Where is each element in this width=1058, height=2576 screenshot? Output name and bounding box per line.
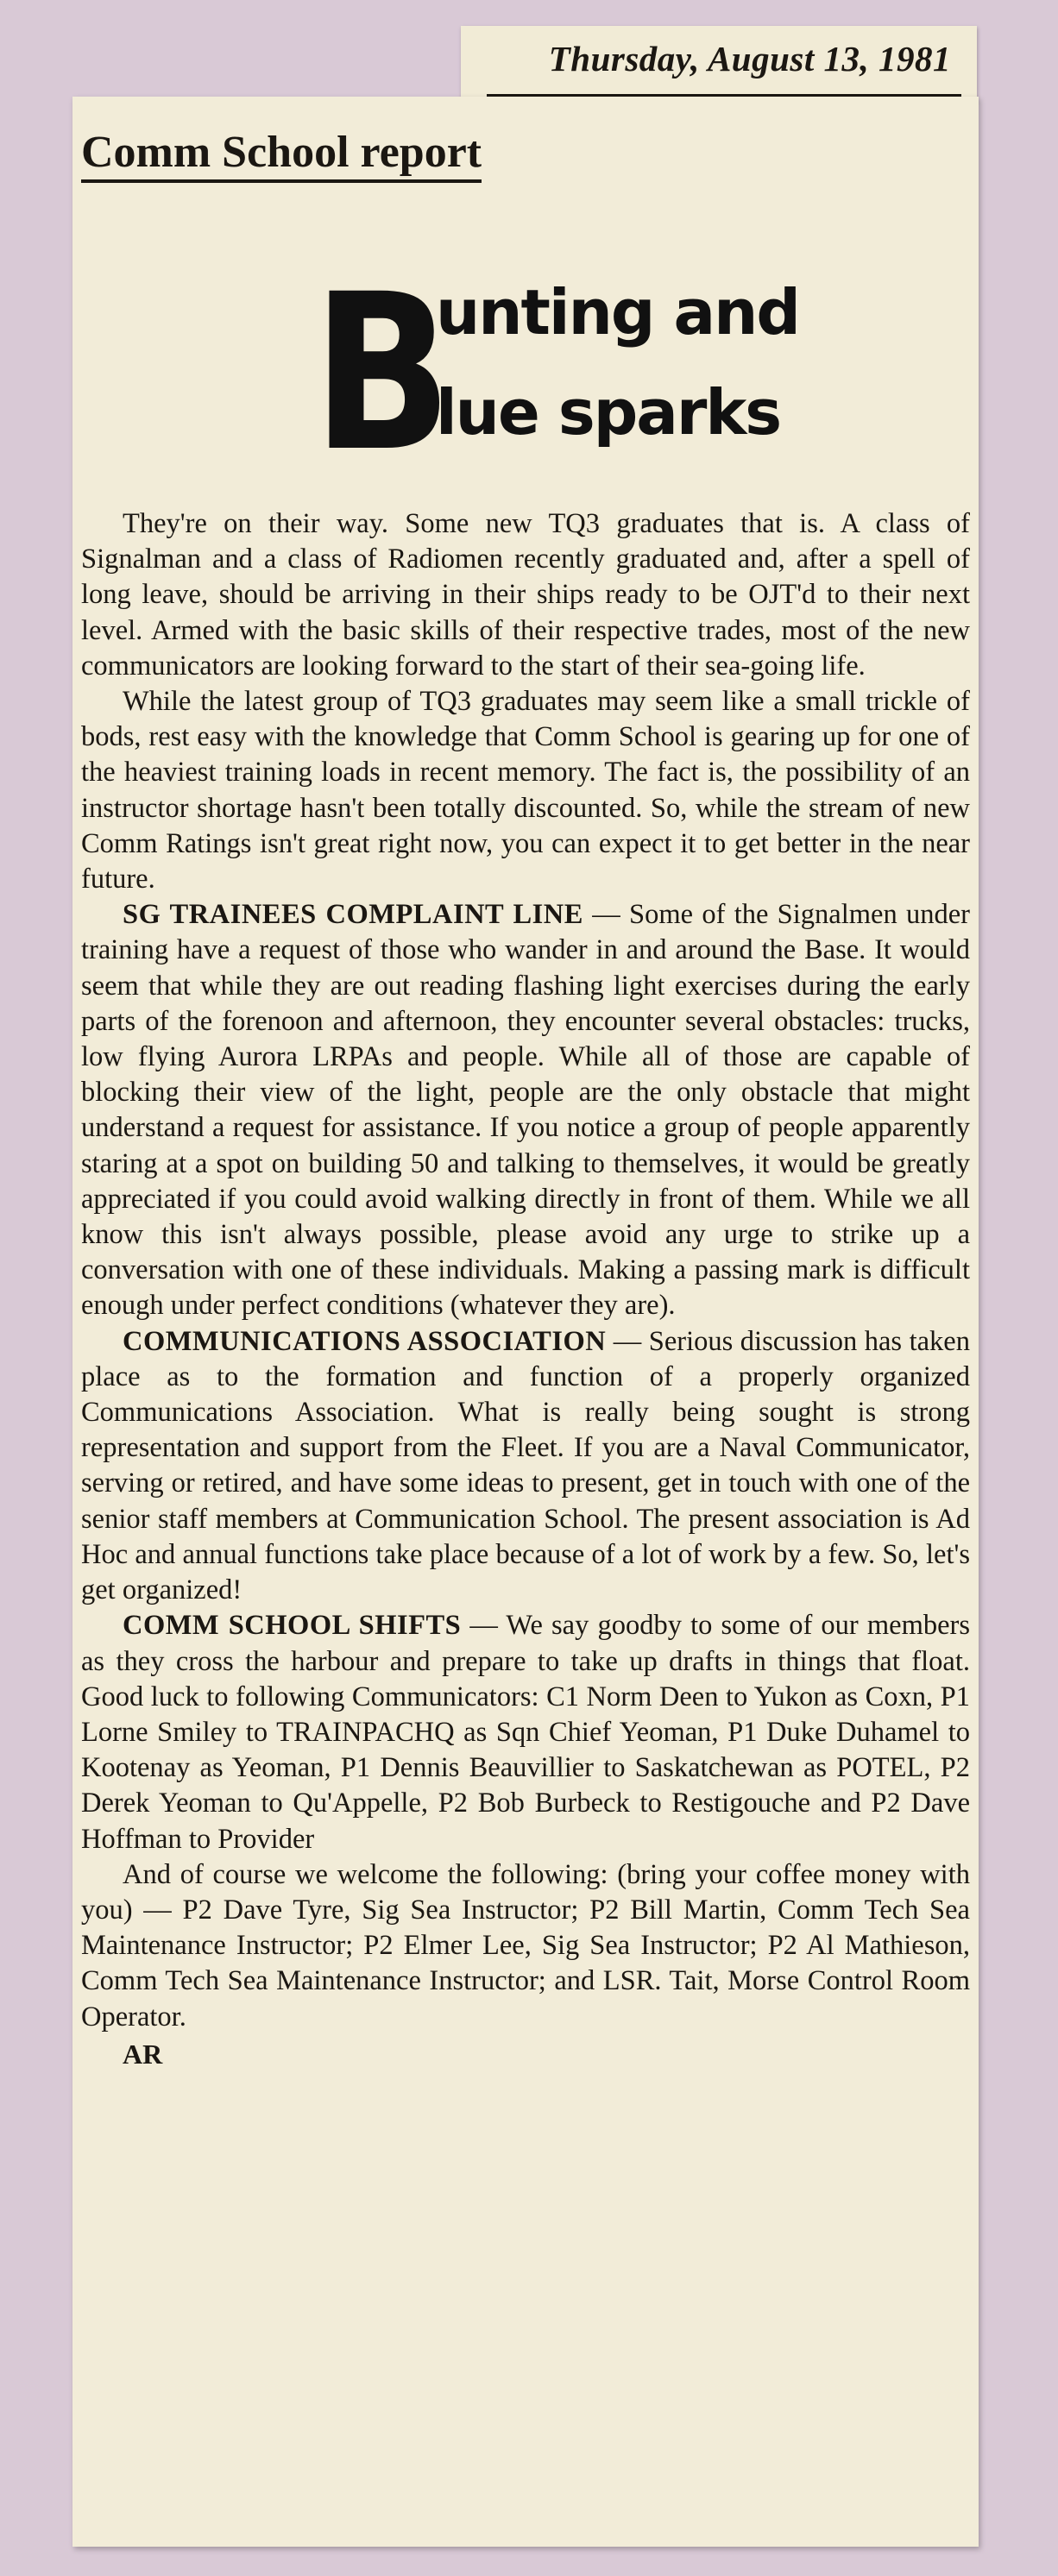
paragraph-lead: COMM SCHOOL SHIFTS	[123, 1610, 462, 1642]
paragraph-1	[81, 506, 970, 684]
paragraph-association	[81, 1324, 970, 1609]
paragraph-complaint-line	[81, 897, 970, 1323]
publication-date: Thursday, August 13, 1981	[548, 39, 951, 79]
paragraph-text: — We say goodby to some of our members as they cross the harbour and prepare to take up drafts in things that float. Good luck to following Communicators: C1 Norm Deen to Yukon as Coxn, P1 Lorne Smiley to TRAINPACHQ as Sqn Chief Yeoman, P1 Duke Duhamel to Kootenay as Yeoman, P1 Dennis Beauvillier to Saskatchewan as POTEL, P2 Derek Yeoman to Qu'Appelle, P2 Bob Burbeck to Restigouche and P2 Dave Hoffman to Provider	[81, 1610, 970, 1855]
headline-initial: B	[312, 248, 452, 499]
headline-line-2: lue sparks	[436, 376, 781, 449]
paragraph-text: — Some of the Signalmen under training have a request of those who wander in and around the Base. It would seem that while they are out reading flashing light exercises during the early parts of the forenoon and afternoon, they encounter several obstacles: trucks, low flying Aurora LRPAs and people. While all of those are capable of blocking their view of the light, people are the only obstacle that might understand a request for assistance. If you notice a group of people apparently staring at a spot on building 50 and talking to themselves, it would be greatly appreciated if you could avoid walking directly in front of them. While we all know this isn't always possible, please avoid any urge to strike up a conversation with one of these individuals. Making a passing mark is difficult enough under perfect conditions (whatever they are).	[81, 899, 970, 1322]
paragraph-welcome	[81, 1857, 970, 2035]
article-clipping	[72, 97, 979, 2547]
paragraph-2	[81, 684, 970, 897]
paragraph-text: — Serious discussion has taken place as to the formation and function of a properly organized Communications Association. What is really being sought is strong representation and support from the Fleet. If you are a Naval Communicator, serving or retired, and have some ideas to present, get in touch with one of the senior staff members at Communication School. The present association is Ad Hoc and annual functions take place because of a lot of work by a few. So, let's get organized!	[81, 1325, 970, 1606]
paragraph-text: They're on their way. Some new TQ3 graduates that is. A class of Signalman and a class of Radiomen recently graduated and, after a spell of long leave, should be arriving in their ships ready to be OJT'd to their next level. Armed with the basic skills of their respective trades, most of the new communicators are looking forward to the start of their sea-going life.	[81, 508, 970, 682]
section-title: Comm School report	[81, 128, 482, 183]
paragraph-lead: SG TRAINEES COMPLAINT LINE	[123, 899, 583, 931]
article-body	[81, 506, 970, 2071]
headline-line-1: unting and	[436, 276, 799, 349]
author-signature: AR	[123, 2038, 163, 2070]
paragraph-text: And of course we welcome the following: (bring your coffee money with you) — P2 Dave Tyre, Sig Sea Instructor; P2 Bill Martin, Comm Tech Sea Maintenance Instructor; P2 Elmer Lee, Sig Sea Instructor; P2 Al Mathieson, Comm Tech Sea Maintenance Instructor; and LSR. Tait, Morse Control Room Operator.	[81, 1858, 970, 2033]
paragraph-text: While the latest group of TQ3 graduates may seem like a small trickle of bods, rest easy with the knowledge that Comm School is gearing up for one of the heaviest training loads in recent memory. The fact is, the possibility of an instructor shortage hasn't been totally discounted. So, while the stream of new Comm Ratings isn't great right now, you can expect it to get better in the near future.	[81, 686, 970, 895]
date-clipping	[461, 26, 977, 102]
paragraph-shifts	[81, 1608, 970, 1857]
paragraph-lead: COMMUNICATIONS ASSOCIATION	[123, 1325, 607, 1357]
